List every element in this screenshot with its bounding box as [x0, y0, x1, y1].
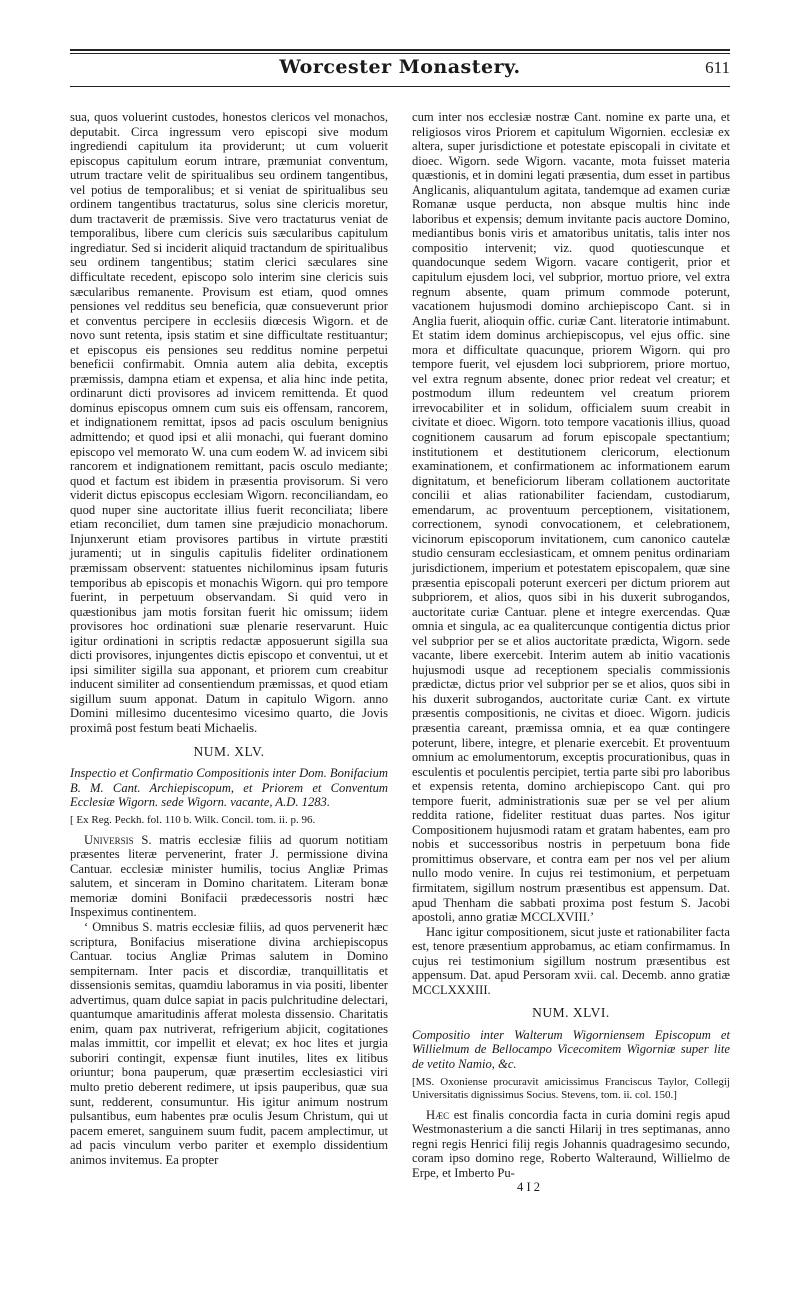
- document-number-heading: NUM. XLV.: [193, 743, 265, 759]
- initial-word: Hæc: [426, 1107, 450, 1122]
- body-paragraph: ‘ Omnibus S. matris ecclesiæ filiis, ad quos pervenerit hæc scriptura, Bonifacius miseratione divina archiepiscopus Cantuar. tocius Angliæ Primas salutem in Domino sempiternam. Inter pacis et discordiæ, tranquillitatis et dissensionis semitas, quamdiu laboramus in via positi, libenter advertimus, quam dulce sapiat in pacis pulchritudine delectari, quantumque amaritudinis afferat molesta dissensio. Charitatis enim, quam pax nutriverat, refrigerium abjicit, cogitationes malas immittit, cor impellit et elevat; ex hoc lites et jurgia suboriri contingit, expensæ fiunt inutiles, lites ex litibus oriuntur; bona pauperum, quæ præsertim ecclesiastici viri multo pretio deberent redimere, ut ipsis pauperibus, quæ sua sunt, redderent, consumuntur. His igitur animum nostrum pulsantibus, eum habentes præ oculis Jesum Christum, qui ut pacem emeret, sanguinem suum fudit, pacem amplectimur, ut ad pacis vinculum verbo pariter et exemplo dissidentium animos invitemus. Ea propter: [70, 919, 388, 1167]
- source-note: [ Ex Reg. Peckh. fol. 110 b. Wilk. Concil. tom. ii. p. 96.: [70, 813, 316, 826]
- signature-mark: 4 I 2: [517, 1180, 541, 1195]
- initial-word: Universis: [84, 832, 134, 847]
- running-title: Worcester Monastery.: [279, 56, 521, 78]
- body-paragraph: cum inter nos ecclesiæ nostræ Cant. nomine ex parte una, et religiosos viros Priorem et capitulum Wigornien. ecclesiæ ex altera, super jurisdictione et potestate episcopali in civitate et dioec. Wigorn. sede Wigorn. vacante, mota fuisset materia quæstionis, et in domini legati præsentia, dum esset in partibus Anglicanis, aliquantulum agitata, tandemque ad examen curiæ Romanæ usque perducta, non absque multis hinc inde laboribus et expensis; demum invitante pacis auctore Domino, mediantibus bonis viris et amatoribus unitatis, talis inter nos compositio intervenit; viz. quod quotiescunque et quandocunque sedem Wigorn. vacare contigerit, prior et capitulum ejusdem loci, vel subprior, mortuo priore, vel extra regnum absente, quam primum commode poterunt, vacationem hujusmodi domino archiepiscopo Cant. si in Anglia fuerit, alioquin offic. curiæ Cant. literatorie intimabunt. Et statim idem dominus archiepiscopus, vel ejus offic. sine mora et difficultate quacunque, priorem Wigorn. qui pro tempore fuerit, vel ejusdem loci subpriorem, priore mortuo, vel extra regnum absente, donec prior redeat vel creatur; et postmodum illum redeuntem vel creatum priorem irrevocabiliter et in solidum, officialem suum creabit in civitate et dioec. Wigorn. toto tempore vacationis illius, quoad cognitionem causarum ad forum episcopale spectantium; institutionem et destitutionem clericorum, electionum examinationem, et confirmationem ac informationem earum dignitatum, et beneficiorum liberam collationem auctoritate concilii et alias rationabiliter faciendam, custodiarum, emendarum, ac proventuum perceptionem, visitationem, correctionem, synodi convocationem, et celebrationem, vicinorum episcoporum invitationem, cum canonico cautelæ studio censuram ecclesiasticam, et omnem penitus ordinariam jurisdictionem, imperium et potestatem episcopalem, quæ sine præsentia episcopali poterunt exerceri per dictum priorem aut subpriorem, et alios, quos sibi in his duxerit subrogandos, auctoritate curiæ Cantuar. plene et integre exercendas. Quæ omnia et singula, ac ea qualitercunque contigentia dictus prior vel subprior per se et alios auctoritate prædicta, Wigorn. sede vacante, libere exercebit. Interim autem ab initio vacationis hujusmodi usque ad receptionem specialis commissionis prædictæ, dictus prior vel subprior per se et alios, quos sibi in his duxerit subrogandos, auctoritate curiæ Cant. ex virtute præsentis compositionis, ne civitas et dioec. Wigorn. judicis præsentia careant, præmissa omnia, et ea quæ contingere poterunt, libere, integre, et plenarie exercebit. Et proventuum omnium ac emolumentorum, exceptis procurationibus, quas in esculentis et poculentis percipiet, tertia parte sibi pro laboribus et expensis retenta, domino archiepiscopo Cant. qui pro tempore fuerit, administrationis suæ per se vel per alium reddita ratione, fideliter restituat duas partes. Nos igitur Compositionem hujusmodi ratam et gratam habentes, eam pro nobis et successoribus nostris in perpetuum bona fide promittimus observare, et contra eam per nos vel per alium nullo modo venire. In cujus rei testimonium, et perpetuam firmitatem, sigillum nostrum præsentibus est appensum. Dat. apud Thenham die sabbati proxima post festum S. Jacobi apostoli, anno gratiæ MCCLXVIII.’: [412, 110, 730, 925]
- document-number-heading: NUM. XLVI.: [532, 1005, 610, 1021]
- body-paragraph: [70, 833, 388, 920]
- top-rule-thin: [70, 53, 730, 54]
- body-paragraph: [412, 1108, 730, 1181]
- document-title: Compositio inter Walterum Wigorniensem Episcopum et Willielmum de Bellocampo Vicecomitem Wigorniæ super lite de vetito Namio, &c.: [412, 1027, 730, 1071]
- paragraph-text: est finalis concordia facta in curia domini regis apud Westmonasterium a die sancti Hilarij in tres septimanas, anno regni regis Henrici filij regis Johannis quadragesimo secundo, coram ipso domino rege, Roberto Walteraund, Willielmo de Erpe, et Imberto Pu-: [412, 1107, 730, 1180]
- paragraph-text: S. matris ecclesiæ filiis ad quorum notitiam præsentes literæ pervenerint, frater J. permissione divina Cantuar. ecclesiæ minister humilis, tocius Angliæ Primas salutem, et sinceram in Domino charitatem. Literam bonæ memoriæ domini Bonifacii prædecessoris nostri hæc Inspeximus continentem.: [70, 832, 388, 920]
- right-column: [412, 110, 730, 1195]
- body-paragraph: sua, quos voluerint custodes, honestos clericos vel monachos, deputabit. Circa ingressum vero episcopi sive modum ingrediendi capitulum ita providerunt; ut cum voluerit episcopus capitulum eorum intrare, præmuniat conventum, utrum tractare velit de spiritualibus seu ordinem tangentibus, vel potius de temporalibus; et si veniat de spiritualibus seu ordinem tangentibus tractaturus, solus sine clericis moretur, dum tractaverit de præmissis. Sive vero tractaturus veniat de temporalibus, libere cum clericis suis sæcularibus capitulum ingrediatur. Sed si inciderit aliquid tractandum de spiritualibus seu ordinem tangentibus; statim clerici sæculares sine difficultate recedent, episcopo solo interim sine clericis suis sæcularibus remanente. Provisum est etiam, quod omnes pensiones vel redditus seu beneficia, quæ consueverunt prior et conventus percipere in ecclesiis diœcesis Wigorn. et de novo sunt retenta, ipsis statim et sine difficultate restituantur; et episcopus eis pensiones seu redditus nomine perpetui beneficii confirmabit. Omnia autem alia debita, exceptis præmissis, dampna etiam et expensa, et alia hinc inde petita, ordinarunt dicti provisores ad invicem remittenda. Et quod dominus episcopus omnem cum suis eis offensam, rancorem, et indignationem remittat, ipsos ad pacis osculum benignius admittendo; et quod ipsi et alii monachi, qui fuerant domino episcopo vel memorato W. una cum eodem W. ad invicem sibi rancorem et indignationem remittant, pacis osculo mediante; quod et factum est ibidem in præsentia provisorum. Si vero viderit dictus episcopus ecclesiam Wigorn. reconciliandam, eo quod nuper sine auctoritate illius fuerit reconciliata; libere etiam reconciliet, dum tamen sine præjudicio monachorum. Injunxerunt etiam provisores partibus in virtute præstiti juramenti; ut in singulis capitulis fideliter ordinationem præmissam observent: statuentes nichilominus ipsam futuris temporibus ab episcopis et monachis Wigorn. qui pro tempore fuerint, in perpetuum observandam. Si quid vero in quæstionibus jam motis forsitan fuerit hic omissum; iidem provisores hoc ordinationi suæ plenarie reservarunt. Huic igitur ordinationi in scriptis redactæ apposuerunt sigilla sua dicti provisores, injungentes dictis episcopo et conventui, ut et ipsi similiter sigilla sua apponant, et priorem cum creabitur inducent similiter ad consentiendum præmissas, et quod etiam sigillum suum apponat. Datum in capitulo Wigorn. anno Domini millesimo ducentesimo vicesimo quarto, die Jovis proximâ post festum beati Michaelis.: [70, 110, 388, 735]
- running-header: [70, 56, 730, 86]
- body-paragraph: Hanc igitur compositionem, sicut juste et rationabiliter facta est, tenore præsentium approbamus, ac etiam confirmamus. In cujus rei testimonium sigillum nostrum præsentibus est appensum. Dat. apud Persoram xvii. cal. Decemb. anno gratiæ MCCLXXXIII.: [412, 924, 730, 997]
- page-number: 611: [705, 58, 730, 77]
- header-rule: [70, 86, 730, 87]
- document-title: Inspectio et Confirmatio Compositionis inter Dom. Bonifacium B. M. Cant. Archiepiscopum, et Priorem et Conventum Ecclesiæ Wigorn. sede Wigorn. vacante, A.D. 1283.: [70, 766, 388, 810]
- source-note: [MS. Oxoniense procuravit amicissimus Franciscus Taylor, Collegij Universitatis dignissimus Socius. Stevens, tom. ii. col. 150.]: [412, 1075, 730, 1101]
- left-column: [70, 110, 388, 1167]
- top-rule: [70, 49, 730, 51]
